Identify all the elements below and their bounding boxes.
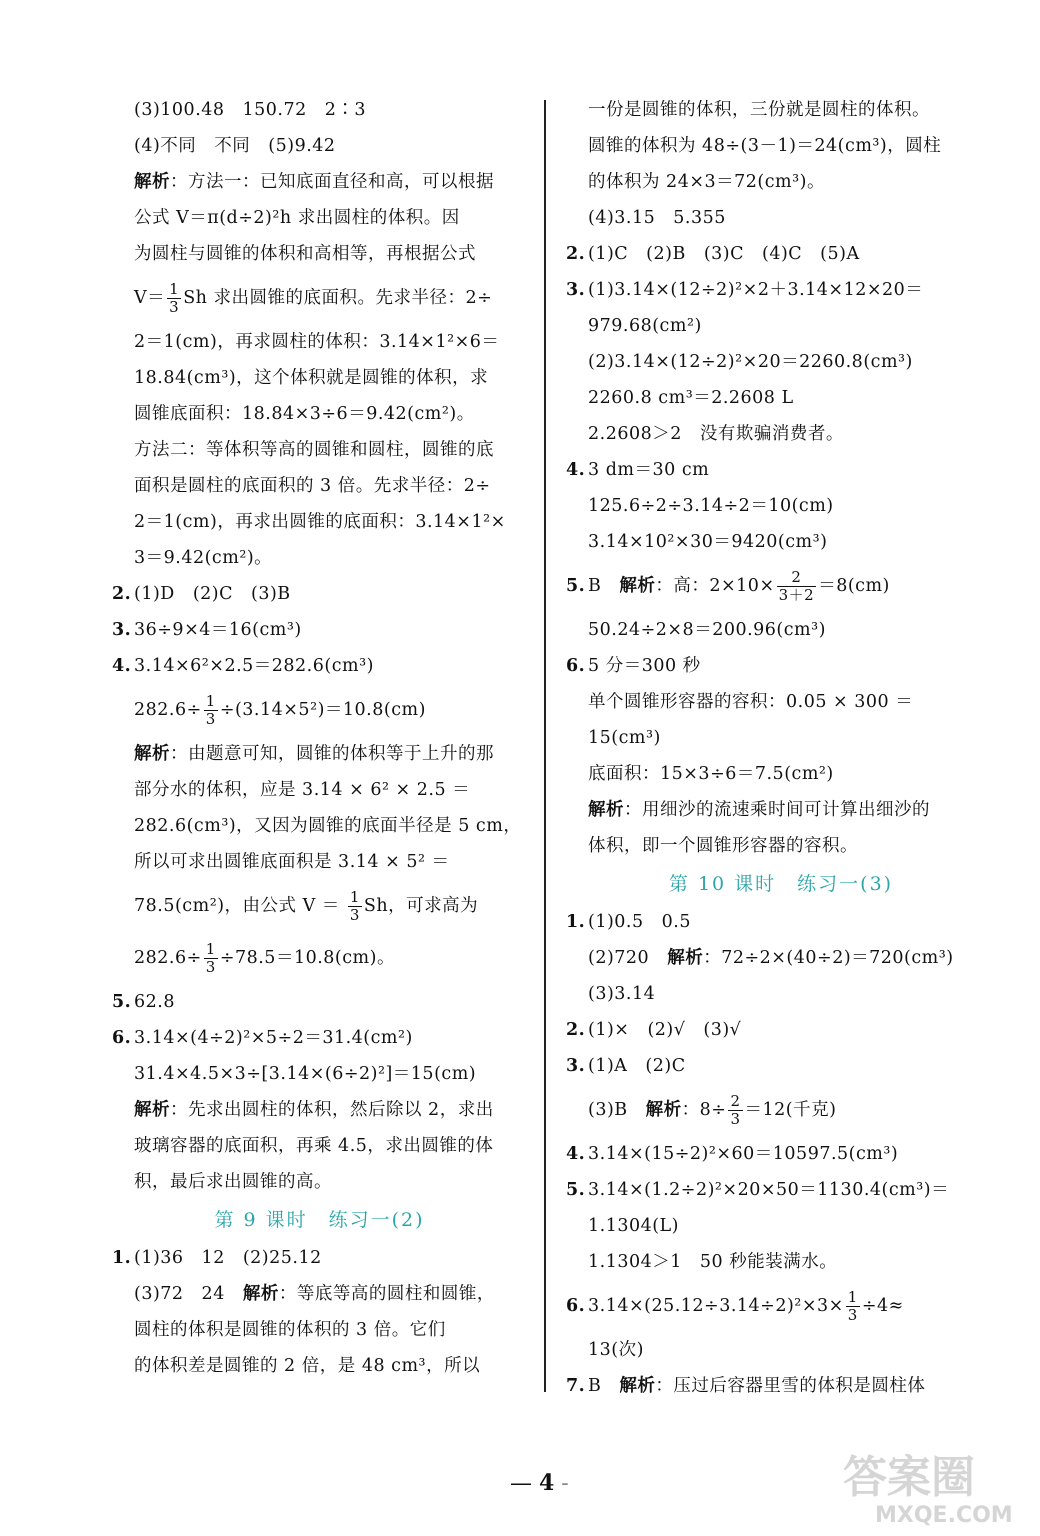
line-text: 圆柱的体积是圆锥的体积的 3 倍。它们 [134,1320,446,1340]
line-text: ÷(3.14×5²)＝10.8(cm) [219,700,426,720]
left-column [112,92,527,1384]
text-line [566,1368,996,1404]
line-text: 公式 V＝π(d÷2)²h 求出圆柱的体积。因 [134,208,460,228]
line-text: 50.24÷2×8＝200.96(cm³) [588,620,826,640]
line-text: 的体积为 24×3＝72(cm³)。 [588,172,825,192]
item-number: 2. [566,1020,586,1040]
line-text: (1)C (2)B (3)C (4)C (5)A [588,244,860,264]
line-text: 36÷9×4＝16(cm³) [134,620,302,640]
line-text: ÷78.5＝10.8(cm)。 [219,948,395,968]
item-number: 2. [112,584,132,604]
item-number: 5. [566,576,586,596]
line-text: 13(次) [588,1340,644,1360]
item-number: 6. [566,1296,586,1316]
item-number: 5. [566,1180,586,1200]
text-line [566,976,996,1012]
item-number: 3. [566,1056,586,1076]
line-text: 的体积差是圆锥的 2 倍，是 48 cm³，所以 [134,1356,481,1376]
analysis-label: 解析 [134,1100,170,1120]
line-text: (4)不同 不同 (5)9.42 [134,136,336,156]
line-text: 3.14×(4÷2)²×5÷2＝31.4(cm²) [134,1028,413,1048]
line-text: 3 dm＝30 cm [588,460,710,480]
line-text: 3.14×6²×2.5＝282.6(cm³) [134,656,374,676]
text-line [566,1208,996,1244]
line-text: (3)3.14 [588,984,656,1004]
text-line [566,128,996,164]
fraction-numerator: 1 [349,888,360,906]
item-number: 3. [112,620,132,640]
text-line [566,560,996,612]
line-text: (2)720 [588,948,668,968]
line-text: ：由题意可知，圆锥的体积等于上升的那 [170,744,494,764]
fraction-denominator: 3 [730,1110,741,1128]
text-line [112,984,527,1020]
line-text: 15(cm³) [588,728,661,748]
section-heading: 第 9 课时 练习一(2) [214,1209,425,1231]
line-text: (2)3.14×(12÷2)²×20＝2260.8(cm³) [588,352,913,372]
watermark-logo [835,1440,1025,1530]
text-line [112,200,527,236]
item-number: 4. [566,1144,586,1164]
text-line [112,164,527,200]
text-line [566,1172,996,1208]
line-text: 18.84(cm³)，这个体积就是圆锥的体积，求 [134,368,489,388]
item-number: 6. [566,656,586,676]
line-text: Sh，可求高为 [363,896,479,916]
item-number: 3. [566,280,586,300]
text-line [566,720,996,756]
text-line [566,380,996,416]
line-text: ÷4≈ [861,1296,904,1316]
fraction [167,281,181,316]
line-text: 282.6÷ [134,948,202,968]
item-number: 4. [112,656,132,676]
line-text: ：用细沙的流速乘时间可计算出细沙的 [624,800,930,820]
fraction [348,889,362,924]
line-text: 圆锥底面积：18.84×3÷6＝9.42(cm²)。 [134,404,475,424]
line-text: V＝ [134,288,166,308]
line-text: ：72÷2×(40÷2)＝720(cm³) [703,948,954,968]
line-text: 125.6÷2÷3.14÷2＝10(cm) [588,496,834,516]
text-line [112,128,527,164]
text-line [112,772,527,808]
text-line [112,504,527,540]
line-text: 单个圆锥形容器的容积：0.05 × 300 ＝ [588,692,914,712]
text-line [112,1276,527,1312]
text-line [566,1048,996,1084]
line-text: 2＝1(cm)，再求出圆锥的底面积：3.14×1²× [134,512,506,532]
text-line [112,576,527,612]
analysis-label: 解析 [134,172,170,192]
fraction-denominator: 3 [349,906,360,924]
line-text: 62.8 [134,992,175,1012]
text-line [112,1128,527,1164]
text-line [566,756,996,792]
line-text: 2＝1(cm)，再求圆柱的体积：3.14×1²×6＝ [134,332,500,352]
text-line [112,1164,527,1200]
line-text: (3)B [588,1100,646,1120]
text-line [566,416,996,452]
item-number: 6. [112,1028,132,1048]
analysis-label: 解析 [619,1376,656,1396]
item-number: 1. [112,1248,132,1268]
line-text: 圆锥的体积为 48÷(3－1)＝24(cm³)，圆柱 [588,136,942,156]
line-text: 979.68(cm²) [588,316,702,336]
line-text: ：等底等高的圆柱和圆锥， [278,1284,495,1304]
line-text: ：8÷ [681,1100,727,1120]
text-line [112,808,527,844]
fraction [728,1093,742,1128]
line-text: 282.6÷ [134,700,202,720]
line-text: 78.5(cm²)，由公式 V ＝ [134,896,346,916]
line-text: (1)0.5 0.5 [588,912,691,932]
text-line [112,1348,527,1384]
watermark-line2: MXQE.COM [875,1503,1013,1528]
fraction [846,1289,860,1324]
right-column [566,92,996,1404]
analysis-label: 解析 [588,800,624,820]
line-text: (1)× (2)√ (3)√ [588,1020,742,1040]
line-text: 部分水的体积，应是 3.14 × 6² × 2.5 ＝ [134,780,471,800]
line-text: (1)A (2)C [588,1056,686,1076]
text-line [112,272,527,324]
item-number: 7. [566,1376,586,1396]
item-number: 4. [566,460,586,480]
text-line [112,684,527,736]
text-line [112,92,527,128]
text-line [112,1240,527,1276]
line-text: (3)100.48 150.72 2∶3 [134,100,367,120]
line-text: 2.2608＞2 没有欺骗消费者。 [588,424,844,444]
text-line [112,612,527,648]
line-text: 一份是圆锥的体积，三份就是圆柱的体积。 [588,100,930,120]
text-line [566,308,996,344]
line-text: 3＝9.42(cm²)。 [134,548,273,568]
text-line [566,1136,996,1172]
line-text: ：高：2×10× [655,576,775,596]
item-number: 5. [112,992,132,1012]
line-text: 3.14×10²×30＝9420(cm³) [588,532,828,552]
item-number: 2. [566,244,586,264]
text-line [566,524,996,560]
text-line [112,1312,527,1348]
text-line [112,844,527,880]
text-line [566,452,996,488]
text-line [112,1020,527,1056]
text-line [566,792,996,828]
line-text: 积，最后求出圆锥的高。 [134,1172,332,1192]
line-text: ＝8(cm) [818,576,890,596]
line-text: Sh 求出圆锥的底面积。先求半径：2÷ [183,288,493,308]
text-line [566,1332,996,1368]
line-text: 3.14×(25.12÷3.14÷2)²×3× [588,1296,844,1316]
analysis-label: 解析 [667,948,704,968]
text-line [112,932,527,984]
fraction-denominator: 3 [169,298,180,316]
line-text: 体积，即一个圆锥形容器的容积。 [588,836,858,856]
line-text: 面积是圆柱的底面积的 3 倍。先求半径：2÷ [134,476,491,496]
fraction-denominator: 3 [205,958,216,976]
fraction [204,693,218,728]
fraction-numerator: 2 [777,569,817,587]
fraction-numerator: 1 [205,940,216,958]
item-number: 1. [566,912,586,932]
text-line [566,648,996,684]
fraction-numerator: 2 [730,1092,741,1110]
text-line [112,324,527,360]
line-text: 282.6(cm³)，又因为圆锥的底面半径是 5 cm， [134,816,522,836]
text-line [566,236,996,272]
line-text: B [588,1376,620,1396]
fraction-numerator: 1 [169,280,180,298]
line-text: 3.14×(15÷2)²×60＝10597.5(cm³) [588,1144,899,1164]
text-line [112,736,527,772]
analysis-label: 解析 [242,1284,279,1304]
line-text: 3.14×(1.2÷2)²×20×50＝1130.4(cm³)＝ [588,1180,950,1200]
section-heading: 第 10 课时 练习一(3) [668,873,894,895]
fraction-denominator: 3 [205,710,216,728]
analysis-label: 解析 [134,744,170,764]
text-line [566,612,996,648]
line-text: 方法二：等体积等高的圆锥和圆柱，圆锥的底 [134,440,494,460]
line-text: (3)72 24 [134,1284,243,1304]
text-line [566,828,996,864]
text-line [566,940,996,976]
text-line [112,396,527,432]
text-line [112,360,527,396]
fraction [777,569,817,604]
text-line [112,880,527,932]
text-line [566,164,996,200]
text-line [566,272,996,308]
line-text: 玻璃容器的底面积，再乘 4.5，求出圆锥的体 [134,1136,494,1156]
text-line [566,92,996,128]
line-text: 1.1304＞1 50 秒能装满水。 [588,1252,838,1272]
column-divider [544,100,546,1392]
text-line [112,468,527,504]
line-text: ：方法一：已知底面直径和高，可以根据 [170,172,494,192]
fraction [204,941,218,976]
line-text: (1)D (2)C (3)B [134,584,291,604]
text-line [566,1084,996,1136]
fraction-denominator: 3＋2 [778,586,815,604]
text-line [566,1012,996,1048]
fraction-denominator: 3 [847,1306,858,1324]
line-text: (1)3.14×(12÷2)²×2＋3.14×12×20＝ [588,280,924,300]
watermark-line1: 答案圈 [843,1452,975,1503]
text-line [112,432,527,468]
text-line [566,684,996,720]
line-text: ：压过后容器里雪的体积是圆柱体 [655,1376,926,1396]
line-text: (4)3.15 5.355 [588,208,726,228]
text-line [566,344,996,380]
line-text: 为圆柱与圆锥的体积和高相等，再根据公式 [134,244,476,264]
line-text: B [588,576,620,596]
text-line [112,540,527,576]
fraction-numerator: 1 [847,1288,858,1306]
line-text: ＝12(千克) [744,1100,837,1120]
text-line [112,1056,527,1092]
text-line [566,488,996,524]
line-text: 1.1304(L) [588,1216,680,1236]
line-text: 31.4×4.5×3÷[3.14×(6÷2)²]＝15(cm) [134,1064,477,1084]
line-text: 5 分＝300 秒 [588,656,701,676]
page-number: — 4 - [510,1470,569,1496]
text-line [566,200,996,236]
text-line [112,648,527,684]
line-text: 2260.8 cm³＝2.2608 L [588,388,794,408]
text-line [112,236,527,272]
fraction-numerator: 1 [205,692,216,710]
analysis-label: 解析 [619,576,656,596]
text-line [566,904,996,940]
analysis-label: 解析 [645,1100,682,1120]
line-text: ：先求出圆柱的体积，然后除以 2，求出 [170,1100,494,1120]
text-line [566,1244,996,1280]
text-line [112,1092,527,1128]
line-text: 所以可求出圆锥底面积是 3.14 × 5² ＝ [134,852,450,872]
line-text: (1)36 12 (2)25.12 [134,1248,322,1268]
text-line [566,1280,996,1332]
line-text: 底面积：15×3÷6＝7.5(cm²) [588,764,834,784]
